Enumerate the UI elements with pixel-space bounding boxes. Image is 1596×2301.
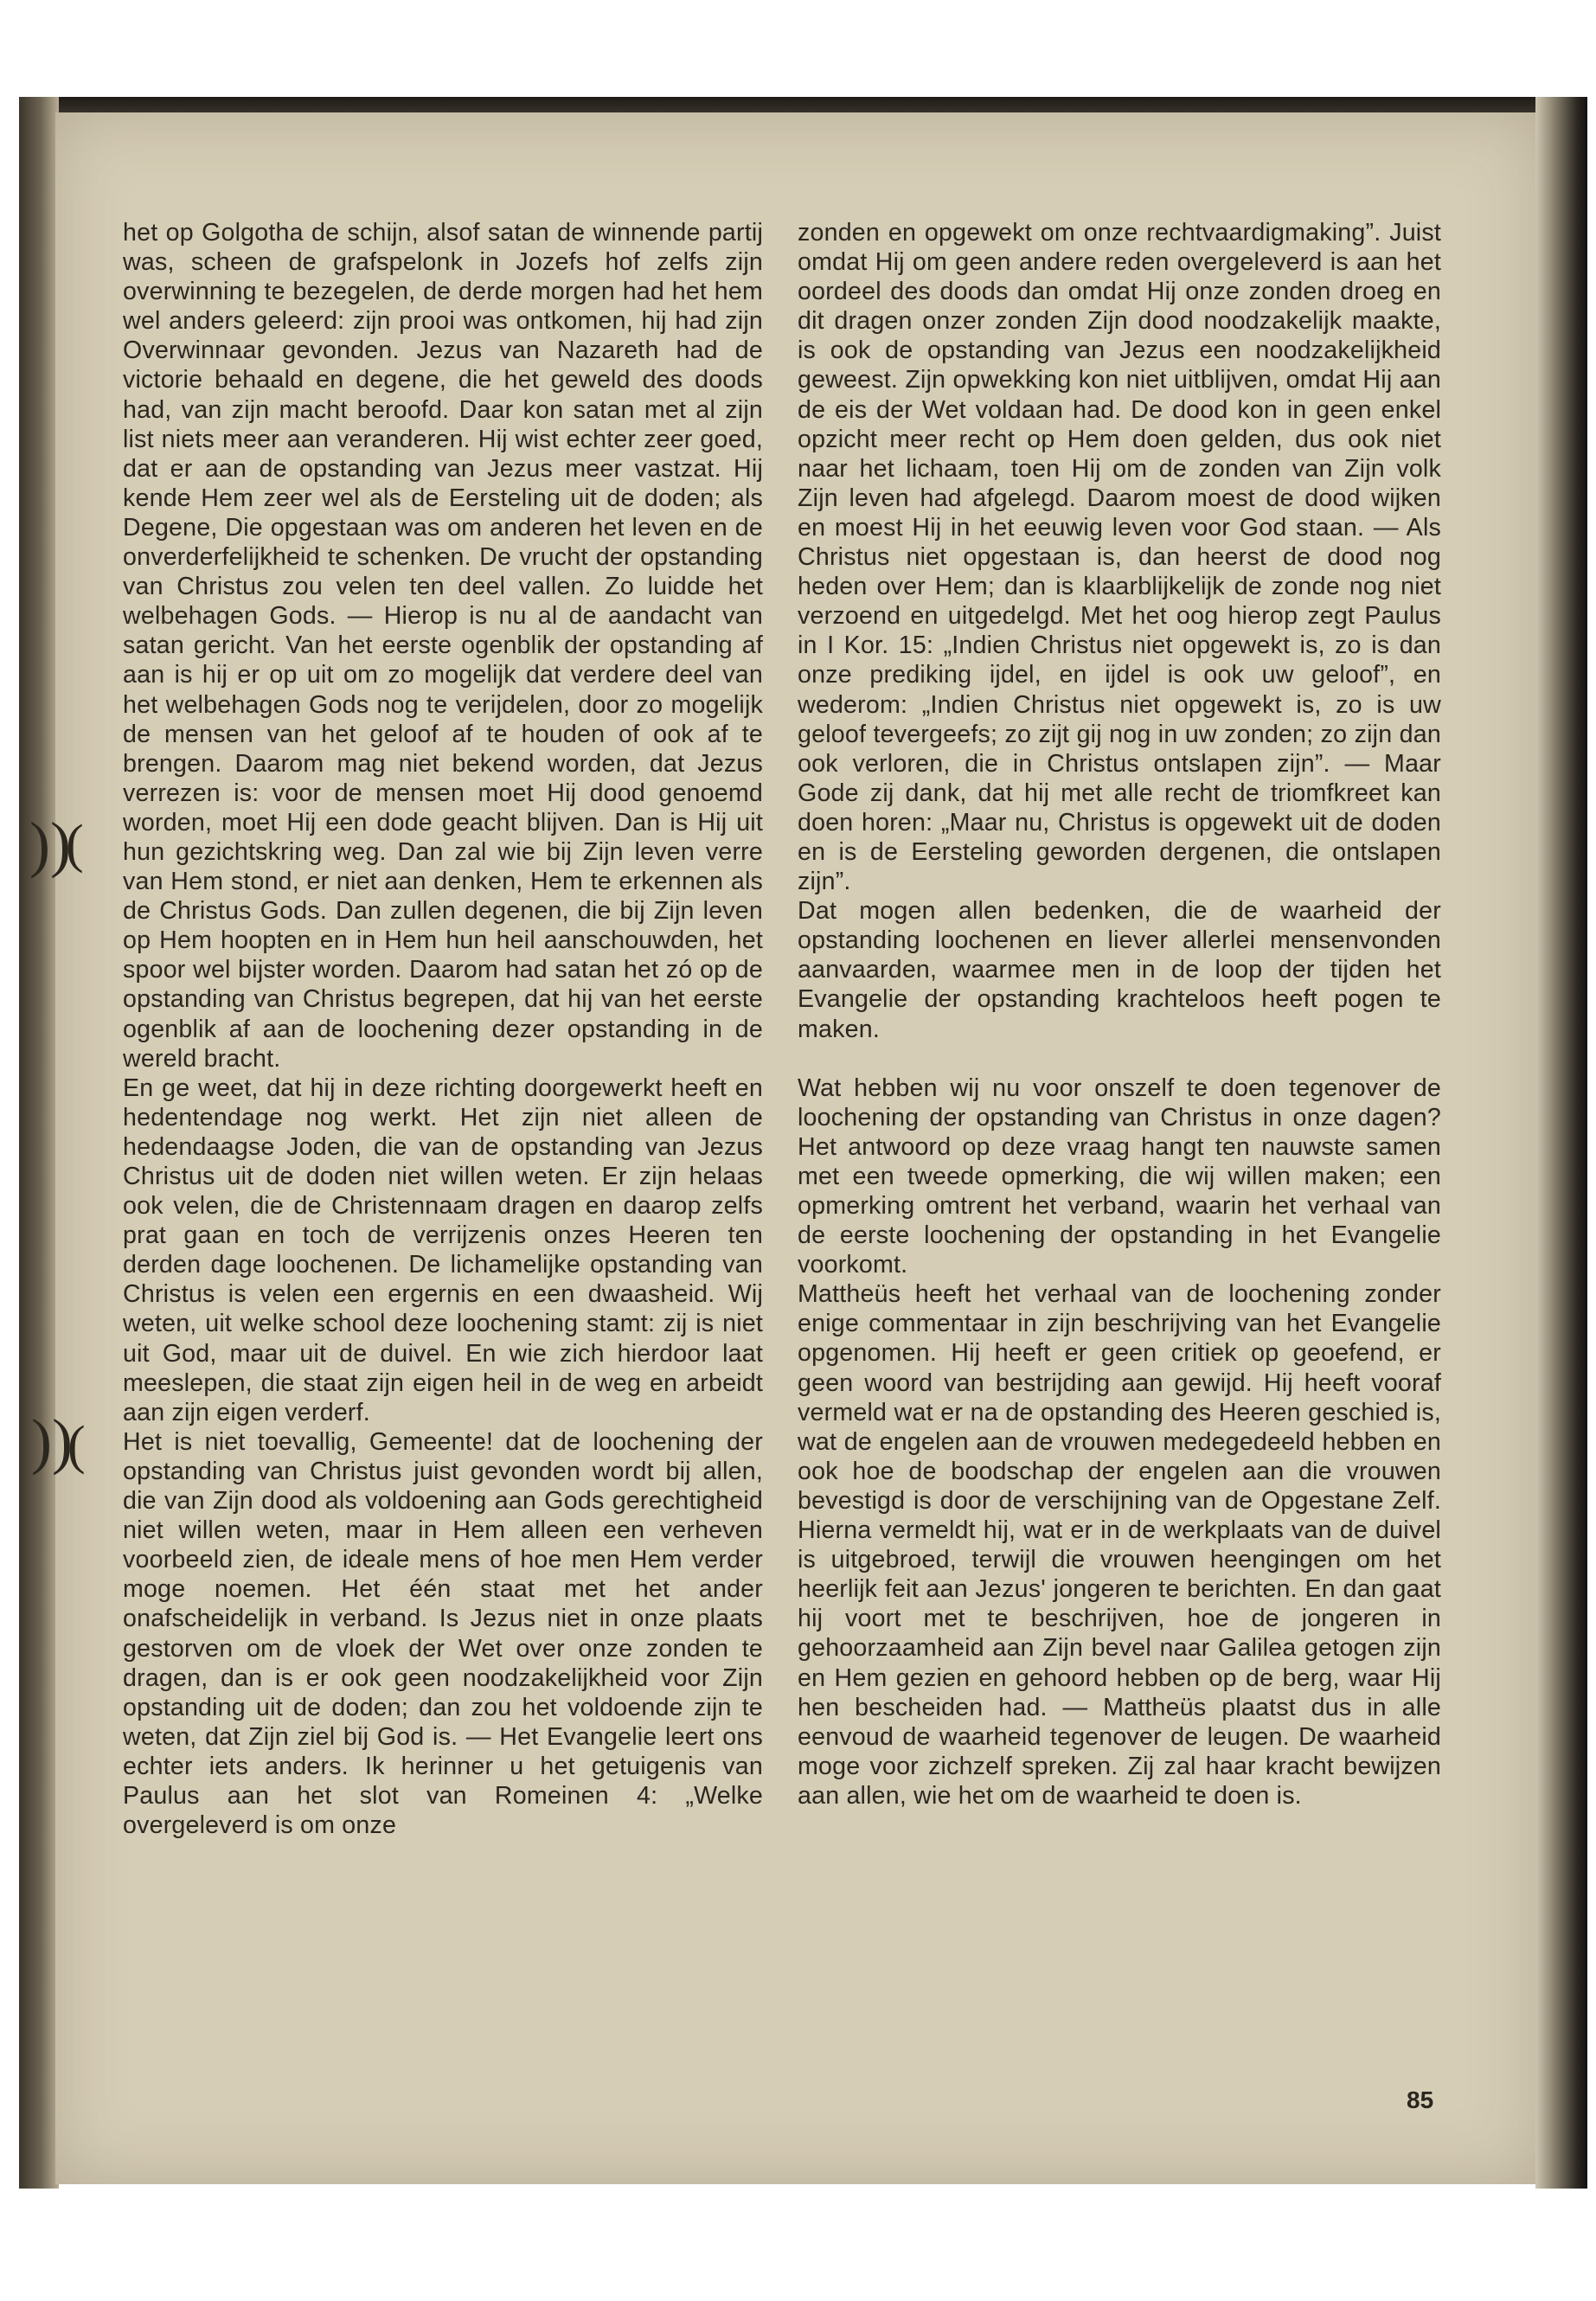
paragraph: Mattheüs heeft het verhaal van de loochening zonder enige commentaar in zijn beschrijving van het Evangelie opgenomen. Hij heeft er geen critiek op geoefend, er geen woord van bestrijding aan gewijd. Hij heeft vooraf vermeld wat er na de opstanding des Heeren geschied is, wat de engelen aan de vrouwen medegedeeld hebben en ook hoe de boodschap der engelen aan die vrouwen bevestigd is door de verschijning van de Opgestane Zelf. Hierna vermeldt hij, wat er in de werkplaats van de duivel is uitgebroed, terwijl die vrouwen heengingen om het heerlijk feit aan Jezus' jongeren te berichten. En dan gaat hij voort met te beschrijven, hoe de jongeren in gehoorzaamheid aan Zijn bevel naar Galilea getogen zijn en Hem gezien en gehoord hebben op de berg, waar Hij hen bescheiden had. — Mattheüs plaatst dus in alle eenvoud de waarheid tegenover de leugen. De waarheid moge voor zichzelf spreken. Zij zal haar kracht bewijzen aan allen, wie het om de waarheid te doen is. <box>798 1280 1441 1810</box>
paragraph: het op Golgotha de schijn, alsof satan de winnende partij was, scheen de grafspelonk in Jozefs hof zelfs zijn overwinning te bezegelen, de derde morgen had het hem wel anders geleerd: zijn prooi was ontkomen, hij had zijn Overwinnaar gevonden. Jezus van Nazareth had de victorie behaald en degene, die het geweld des doods had, van zijn macht beroofd. Daar kon satan met al zijn list niets meer aan veranderen. Hij wist echter zeer goed, dat er aan de opstanding van Jezus meer vastzat. Hij kende Hem zeer wel als de Eersteling uit de doden; als Degene, Die opgestaan was om anderen het leven en de onverderfelijkheid te schenken. De vrucht der opstanding van Christus zou velen ten deel vallen. Zo luidde het welbehagen Gods. — Hierop is nu al de aandacht van satan gericht. Van het eerste ogenblik der opstanding af aan is hij er op uit om zo mogelijk dat verdere deel van het welbehagen Gods nog te verijdelen, door zo mogelijk de mensen van het geloof af te houden of ook af te brengen. Daarom mag niet bekend worden, dat Jezus verrezen is: voor de mensen moet Hij dood genoemd worden, moet Hij een dode geacht blijven. Dan is Hij uit hun gezichtskring weg. Dan zal wie bij Zijn leven verre van Hem stond, er niet aan denken, Hem te erkennen als de Christus Gods. Dan zullen degenen, die bij Zijn leven op Hem hoopten en in Hem hun heil aanschouwden, het spoor wel bijster worden. Daarom had satan het zó op de opstanding van Christus begrepen, dat hij van het eerste ogenblik af aan de loochening dezer opstanding in de wereld bracht. <box>123 219 763 1073</box>
paragraph: En ge weet, dat hij in deze richting doorgewerkt heeft en hedentendage nog werkt. Het zijn niet alleen de hedendaagse Joden, die van de opstanding van Jezus Christus uit de doden niet willen weten. Er zijn helaas ook velen, die de Christennaam dragen en daarop zelfs prat gaan en toch de verrijzenis onzes Heeren ten derden dage loochenen. De lichamelijke opstanding van Christus is velen een ergernis en een dwaasheid. Wij weten, uit welke school deze loochening stamt: zij is niet uit God, maar uit de duivel. En wie zich hierdoor laat meeslepen, die staat zijn eigen heil in de weg en arbeidt aan zijn eigen verderf. <box>123 1074 763 1426</box>
right-column <box>798 218 1441 1811</box>
page-number: 85 <box>1407 2086 1434 2113</box>
margin-mark: ( <box>66 815 84 874</box>
margin-mark: ( <box>67 1416 86 1475</box>
paragraph: Het is niet toevallig, Gemeente! dat de loochening der opstanding van Christus juist gevonden wordt bij allen, die van Zijn dood als voldoening aan Gods gerechtigheid niet willen weten, maar in Hem alleen een verheven voorbeeld zien, de ideale mens of hoe men Hem verder moge noemen. Het één staat met het ander onafscheidelijk in verband. Is Jezus niet in onze plaats gestorven om de vloek der Wet over onze zonden te dragen, dan is er ook geen noodzakelijkheid voor Zijn opstanding uit de doden; dan zou het voldoende zijn te weten, dat Zijn ziel bij God is. — Het Evangelie leert ons echter iets anders. Ik herinner u het getuigenis van Paulus aan het slot van Romeinen 4: „Welke overgeleverd is om onze <box>123 1427 763 1840</box>
paragraph: zonden en opgewekt om onze rechtvaardigmaking”. Juist omdat Hij om geen andere reden overgeleverd is aan het oordeel des doods dan omdat Hij onze zonden droeg en dit dragen onzer zonden Zijn dood noodzakelijk maakte, is ook de opstanding van Jezus een noodzakelijkheid geweest. Zijn opwekking kon niet uitblijven, omdat Hij aan de eis der Wet voldaan had. De dood kon in geen enkel opzicht meer recht op Hem doen gelden, dus ook niet naar het lichaam, toen Hij om de zonden van Zijn volk Zijn leven had afgelegd. Daarom moest de dood wijken en moest Hij in het eeuwig leven voor God staan. — Als Christus niet opgestaan is, dan heerst de dood nog heden over Hem; dan is klaarblijkelijk de zonde nog niet verzoend en uitgedelgd. Met het oog hierop zegt Paulus in I Kor. 15: „Indien Christus niet opgewekt is, zo is dan onze prediking ijdel, en ijdel is ook uw geloof”, en wederom: „Indien Christus niet opgewekt is, zo is uw geloof tevergeefs; zo zijt gij nog in uw zonden; zo zijn dan ook verloren, die in Christus ontslapen zijn”. — Maar Gode zij dank, dat hij met alle recht de triomfkreet kan doen horen: „Maar nu, Christus is opgewekt uit de doden en is de Eersteling geworden dergenen, die ontslapen zijn”. <box>798 219 1441 896</box>
paragraph-gap <box>798 1044 1441 1074</box>
margin-mark: )) <box>29 810 71 879</box>
paragraph: Dat mogen allen bedenken, die de waarheid der opstanding loochenen en liever allerlei mensenvonden aanvaarden, waarmee men in de loop der tijden het Evangelie der opstanding krachteloos heeft pogen te maken. <box>798 897 1441 1043</box>
margin-mark: )) <box>31 1407 73 1476</box>
book-spine <box>1535 97 1587 2189</box>
margin-marks <box>0 0 95 2301</box>
left-column <box>123 218 763 1840</box>
paragraph: Wat hebben wij nu voor onszelf te doen tegenover de loochening der opstanding van Christus in onze dagen? Het antwoord op deze vraag hangt ten nauwste samen met een tweede opmerking, die wij willen maken; een opmerking omtrent het verband, waarin het verhaal van de eerste loochening der opstanding in het Evangelie voorkomt. <box>798 1074 1441 1279</box>
